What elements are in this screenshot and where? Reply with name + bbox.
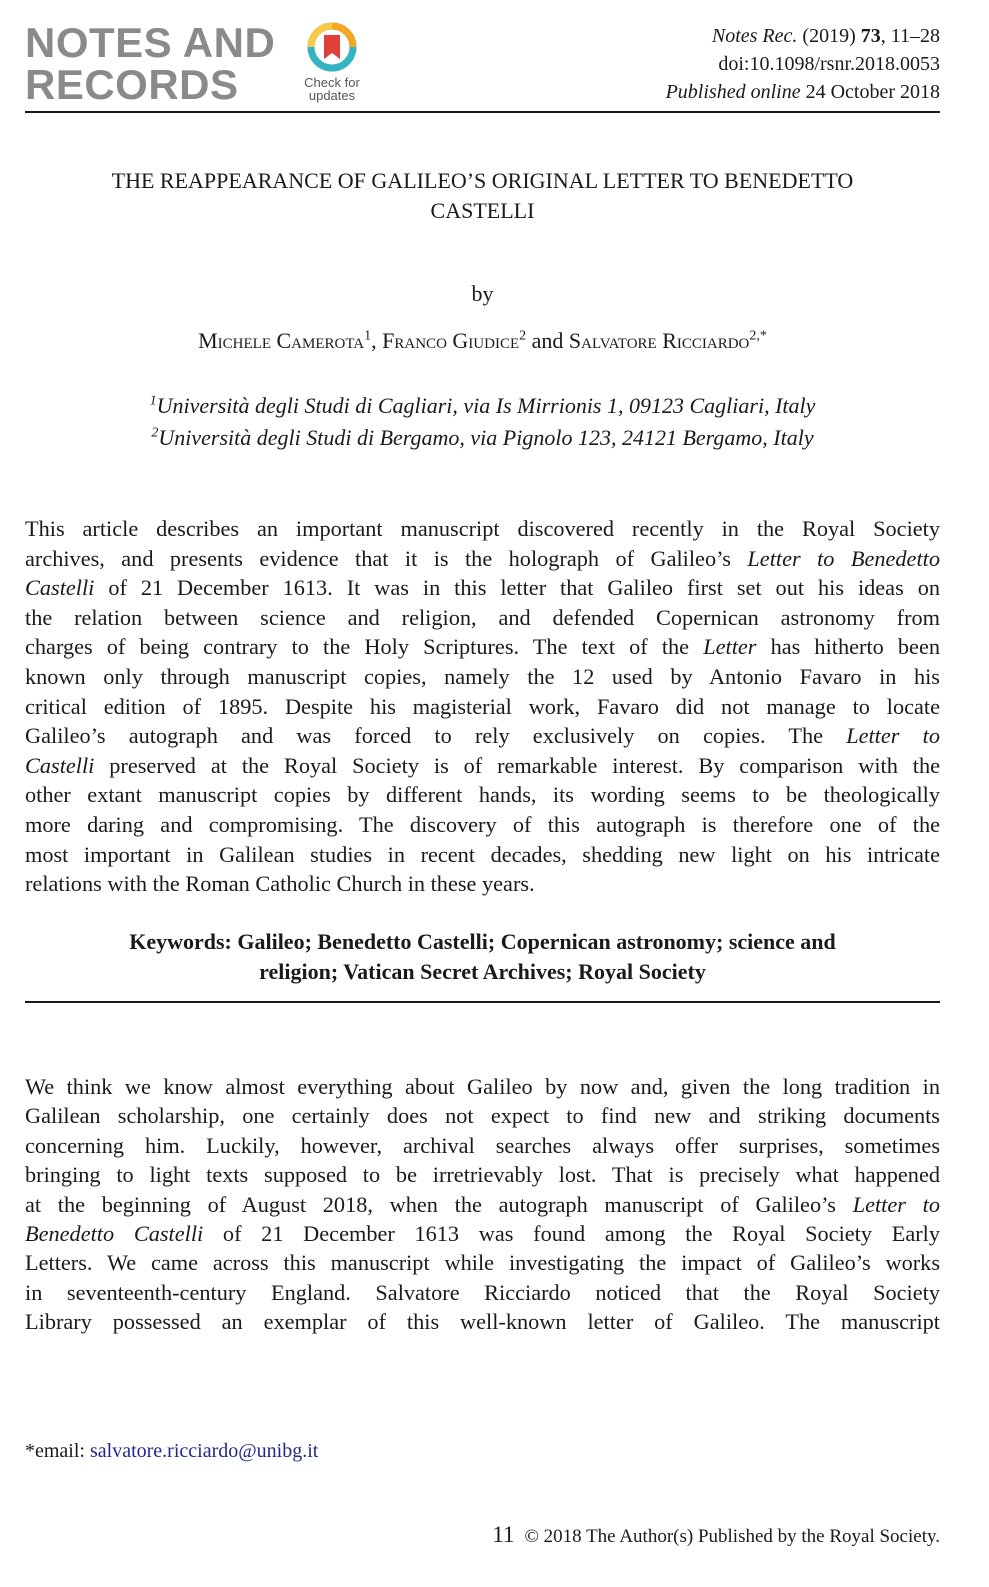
journal-logo xyxy=(25,19,276,108)
author-list xyxy=(25,326,940,356)
affiliations xyxy=(25,390,940,454)
published-line xyxy=(666,78,940,106)
body-line: Letters. We came across this manuscript while investigating the impact of Galileo’s works xyxy=(25,1250,940,1276)
citation-block xyxy=(666,22,940,106)
citation-journal: Notes Rec. xyxy=(711,25,798,47)
header-divider xyxy=(25,111,940,113)
affiliation-mark: 2 xyxy=(151,425,159,441)
abstract-italic: Letter to xyxy=(846,723,940,749)
body-italic: Benedetto Castelli xyxy=(25,1220,204,1246)
body-line xyxy=(25,1219,940,1248)
abstract-line: other extant manuscript copies by different hands, its wording seems to be theologically xyxy=(25,782,940,808)
abstract-text: charges of being contrary to the Holy Scriptures. The text of the xyxy=(25,634,704,660)
abstract-text: Galileo’s autograph and was forced to rely exclusively on copies. The xyxy=(25,723,847,749)
journal-logo-line2: RECORDS xyxy=(25,61,239,108)
journal-logo-line1: NOTES AND xyxy=(25,19,276,66)
keywords xyxy=(25,927,940,986)
published-date: 24 October 2018 xyxy=(805,81,940,103)
update-badge-line1: Check for xyxy=(304,75,360,90)
corresponding-author-footnote xyxy=(25,1437,318,1465)
body-line: bringing to light texts supposed to be irretrievably lost. That is precisely what happened xyxy=(25,1162,940,1188)
abstract-italic: Letter to Benedetto xyxy=(747,545,940,571)
citation-volume: 73 xyxy=(860,25,881,47)
page-footer xyxy=(492,1521,940,1551)
citation-year: (2019) xyxy=(802,25,856,47)
body-line: Galilean scholarship, one certainly does not expect to find new and striking documents xyxy=(25,1103,940,1129)
keywords-divider xyxy=(25,1001,940,1003)
keywords-line1: Keywords: Galileo; Benedetto Castelli; Copernican astronomy; science and xyxy=(129,929,836,954)
abstract-line: the relation between science and religion, and defended Copernican astronomy from xyxy=(25,604,940,630)
author-name: Salvatore Ricciardo xyxy=(568,328,750,353)
doi[interactable]: doi:10.1098/rsnr.2018.0053 xyxy=(718,53,940,75)
author-separator: , xyxy=(371,328,383,353)
abstract-line xyxy=(25,751,940,781)
author-affiliation-mark: 2 xyxy=(519,328,527,344)
byline: by xyxy=(471,281,494,306)
abstract-italic: Castelli xyxy=(25,575,95,601)
abstract xyxy=(25,514,940,899)
body-paragraph xyxy=(25,1072,940,1337)
body-text: at the beginning of August 2018, when the autograph manuscript of Galileo’s xyxy=(25,1191,853,1217)
check-for-updates-icon xyxy=(307,22,357,72)
abstract-line xyxy=(25,573,940,603)
abstract-text: of 21 December 1613. It was in this letter that Galileo first set out his ideas on xyxy=(94,575,940,601)
abstract-text: archives, and presents evidence that it is the holograph of Galileo’s xyxy=(25,545,748,571)
abstract-line: known only through manuscript copies, namely the 12 used by Antonio Favaro in his xyxy=(25,663,940,689)
abstract-line xyxy=(25,721,940,751)
abstract-text: has hitherto been xyxy=(756,634,940,660)
email-link[interactable]: salvatore.ricciardo@unibg.it xyxy=(89,1440,319,1462)
title-line1: THE REAPPEARANCE OF GALILEO’S ORIGINAL LETTER TO BENEDETTO xyxy=(111,168,854,193)
body-line: in seventeenth-century England. Salvatore Ricciardo noticed that the Royal Society xyxy=(25,1279,940,1305)
affiliation-text: Università degli Studi di Cagliari, via Is Mirrionis 1, 09123 Cagliari, Italy xyxy=(156,393,816,418)
affiliation xyxy=(25,390,940,422)
abstract-line: This article describes an important manuscript discovered recently in the Royal Society xyxy=(25,516,940,541)
abstract-line xyxy=(25,544,940,574)
body-italic: Letter to xyxy=(852,1191,940,1217)
title-line2: CASTELLI xyxy=(430,198,535,223)
author-name: Michele Camerota xyxy=(198,328,365,353)
body-line: Library possessed an exemplar of this well-known letter of Galileo. The manuscript xyxy=(25,1309,940,1335)
abstract-italic: Castelli xyxy=(25,752,95,778)
author-name: Franco Giudice xyxy=(382,328,520,353)
published-label: Published online xyxy=(665,81,801,103)
citation-pages: , 11–28 xyxy=(880,25,940,47)
author-separator: and xyxy=(526,328,569,353)
affiliation-mark: 1 xyxy=(149,393,157,409)
update-badge-line2: updates xyxy=(308,88,356,103)
citation-line xyxy=(666,22,940,50)
abstract-line: most important in Galilean studies in recent decades, shedding new light on his intricate xyxy=(25,841,940,867)
abstract-line: more daring and compromising. The discovery of this autograph is therefore one of the xyxy=(25,811,940,837)
abstract-line: relations with the Roman Catholic Church in these years. xyxy=(25,871,535,897)
check-for-updates-badge[interactable] xyxy=(296,22,368,102)
body-line xyxy=(25,1190,940,1219)
page-number: 11 xyxy=(492,1522,515,1547)
abstract-line: critical edition of 1895. Despite his magisterial work, Favaro did not manage to locate xyxy=(25,693,940,719)
abstract-italic: Letter xyxy=(703,634,757,660)
keywords-line2: religion; Vatican Secret Archives; Royal Society xyxy=(259,958,706,984)
article-title xyxy=(25,166,940,226)
abstract-text: preserved at the Royal Society is of remarkable interest. By comparison with the xyxy=(94,752,940,778)
author-affiliation-mark: 2,* xyxy=(749,328,767,344)
copyright-notice: © 2018 The Author(s) Published by the Royal Society. xyxy=(524,1526,940,1547)
footnote-label: *email: xyxy=(25,1440,90,1462)
body-line: concerning him. Luckily, however, archival searches always offer surprises, sometimes xyxy=(25,1132,940,1158)
abstract-line xyxy=(25,632,940,662)
body-line: We think we know almost everything about Galileo by now and, given the long tradition in xyxy=(25,1074,940,1099)
author-affiliation-mark: 1 xyxy=(364,328,372,344)
body-text: of 21 December 1613 was found among the Royal Society Early xyxy=(203,1220,940,1246)
affiliation-text: Università degli Studi di Bergamo, via Pignolo 123, 24121 Bergamo, Italy xyxy=(158,425,814,450)
affiliation xyxy=(25,422,940,454)
